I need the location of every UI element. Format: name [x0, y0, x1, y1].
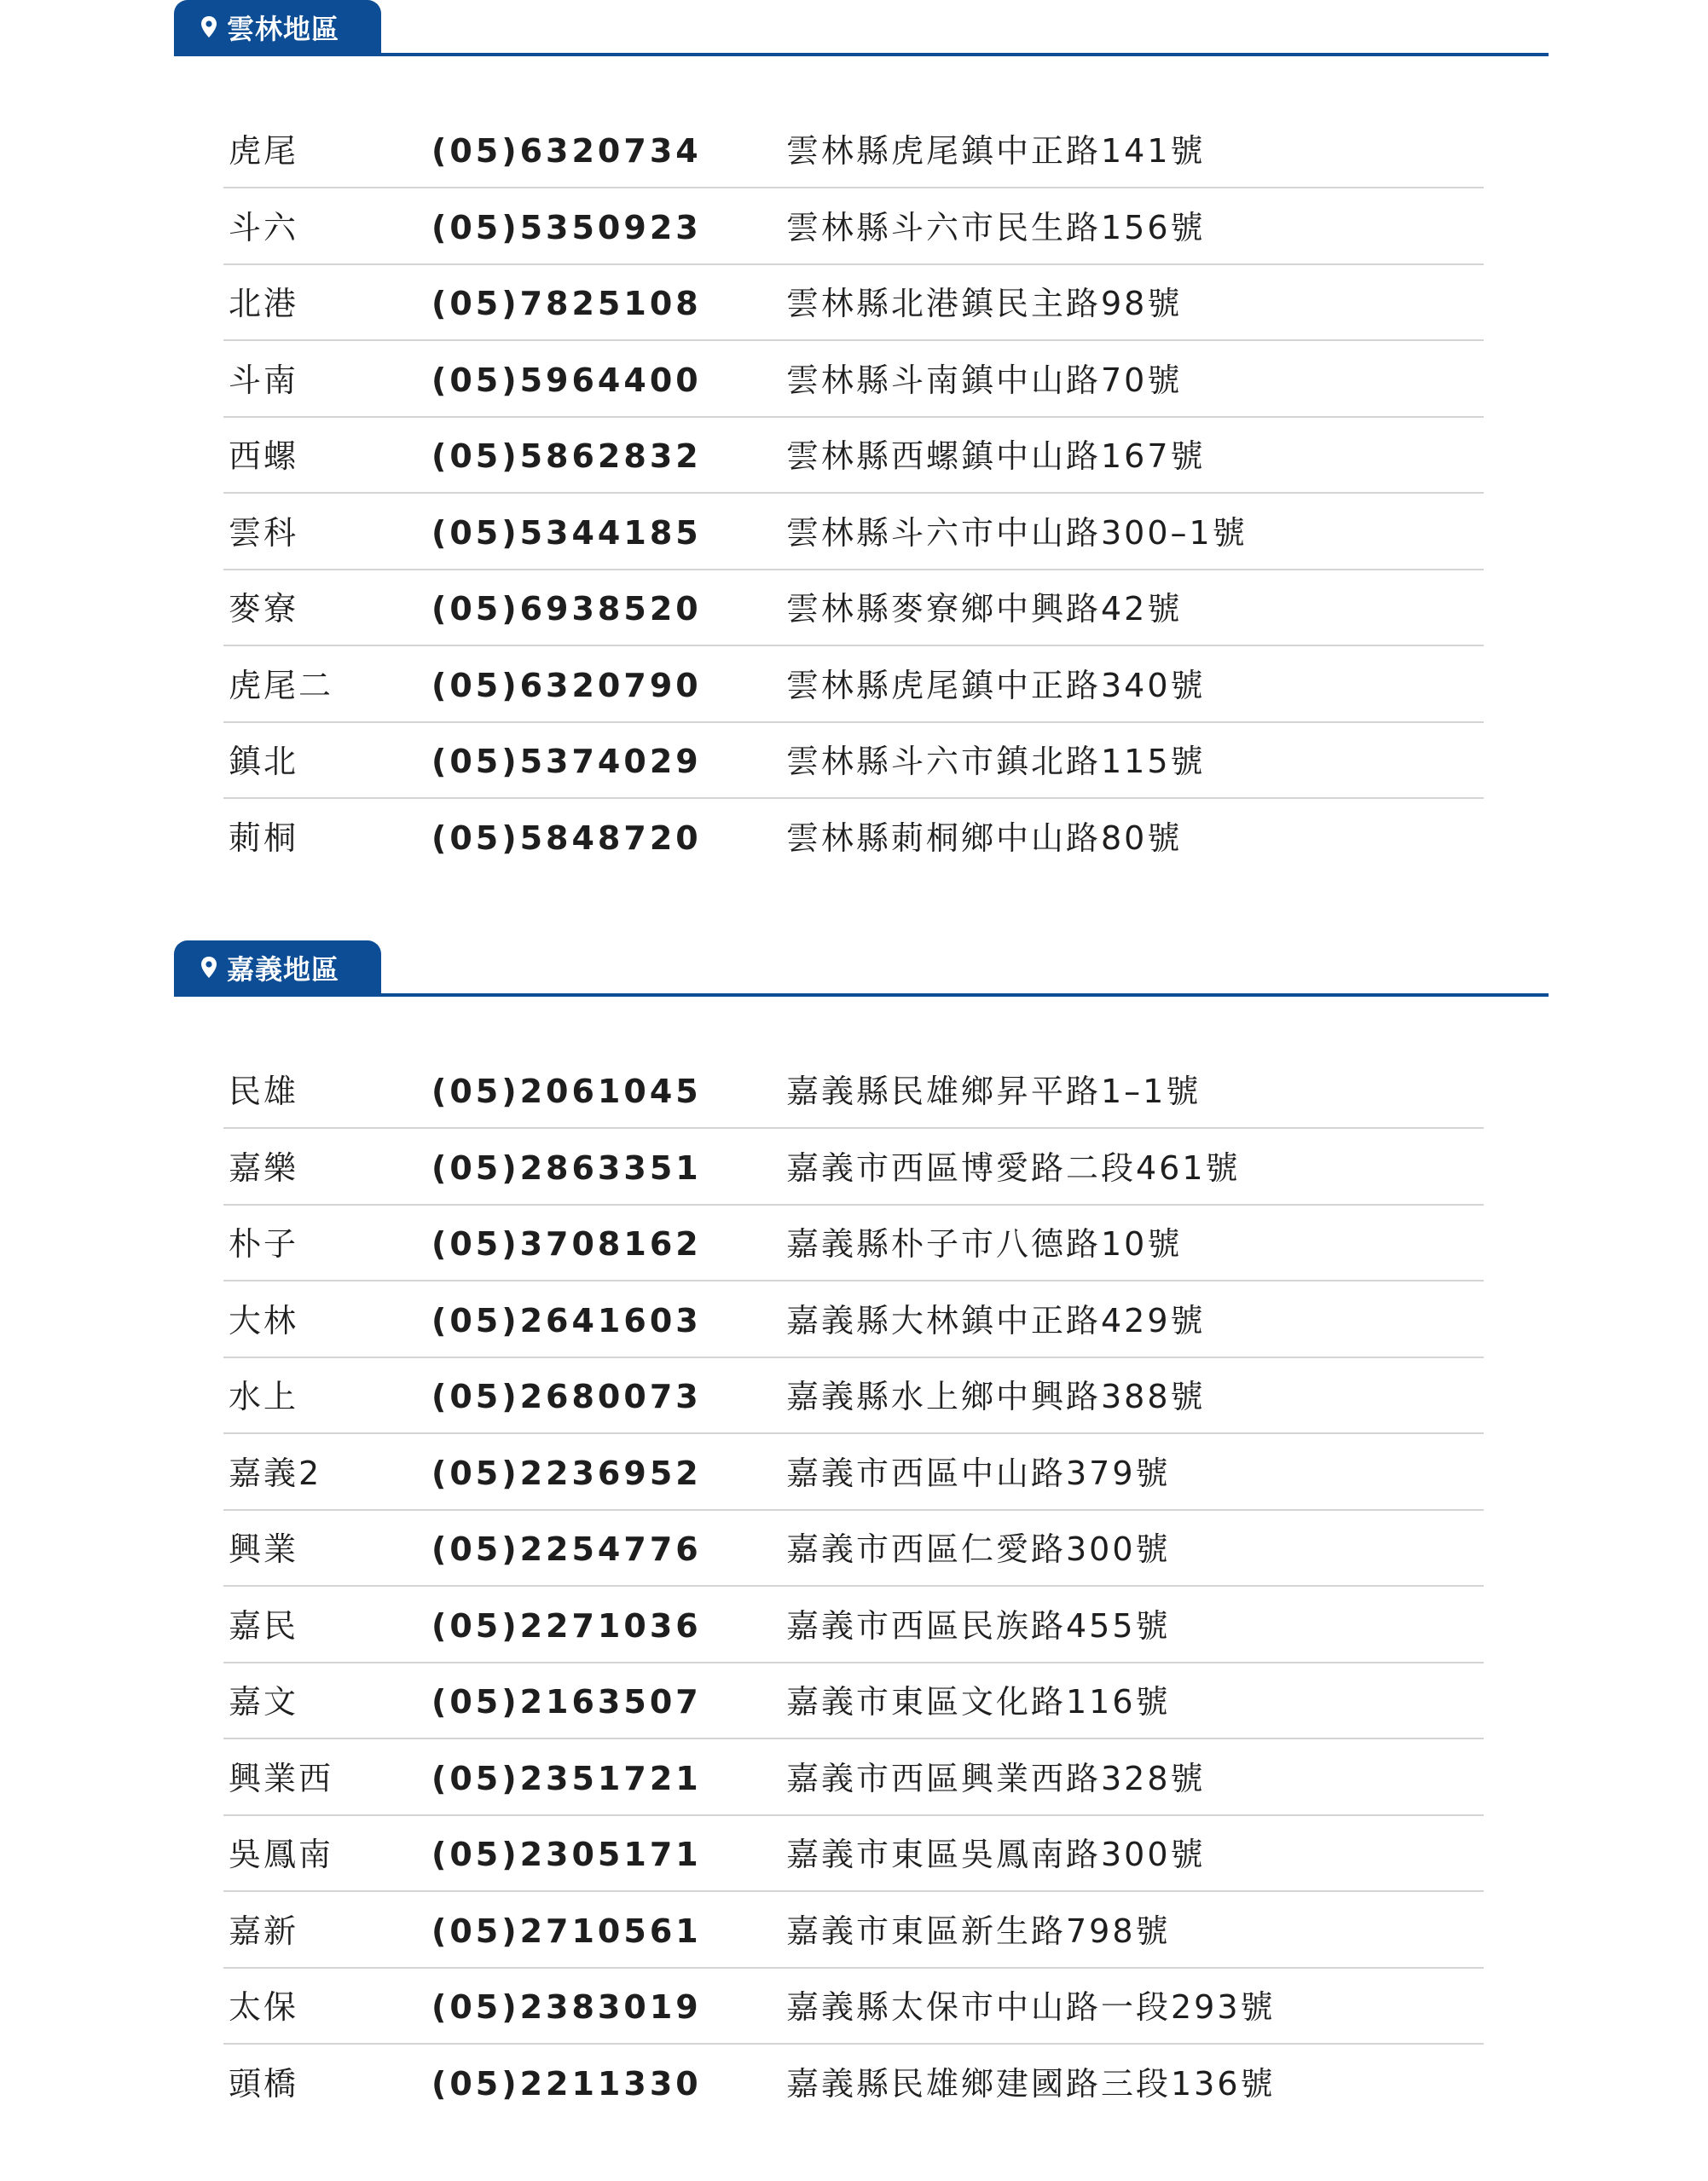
store-address: 嘉義市東區新生路798號 [786, 1912, 1171, 1950]
store-row [223, 1436, 1484, 1511]
store-address: 嘉義市西區仁愛路300號 [786, 1530, 1171, 1568]
store-name: 虎尾 [229, 132, 299, 170]
region-header [174, 0, 1549, 56]
store-row [223, 801, 1484, 876]
row-divider [223, 1890, 1484, 1892]
store-name: 嘉文 [229, 1683, 299, 1721]
store-phone: (05)2351721 [431, 1759, 702, 1797]
store-row [223, 1512, 1484, 1587]
store-phone: (05)6320790 [431, 666, 702, 704]
store-name: 虎尾二 [229, 666, 334, 704]
store-phone: (05)2254776 [431, 1530, 702, 1568]
store-address: 雲林縣虎尾鎮中正路340號 [786, 666, 1206, 704]
row-divider [223, 1280, 1484, 1281]
row-divider [223, 1967, 1484, 1969]
store-name: 大林 [229, 1301, 299, 1339]
store-address: 嘉義市東區文化路116號 [786, 1683, 1171, 1721]
store-phone: (05)2641603 [431, 1301, 702, 1339]
store-phone: (05)2383019 [431, 1988, 702, 2026]
store-phone: (05)3708162 [431, 1225, 702, 1263]
store-name: 水上 [229, 1378, 299, 1415]
store-address: 嘉義市西區興業西路328號 [786, 1759, 1206, 1797]
store-address: 嘉義縣朴子市八德路10號 [786, 1225, 1183, 1263]
store-row [223, 1206, 1484, 1281]
store-phone: (05)5374029 [431, 743, 702, 780]
row-divider [223, 569, 1484, 570]
store-address: 嘉義市西區中山路379號 [786, 1454, 1171, 1492]
region-tab [174, 0, 381, 55]
store-address: 嘉義市西區博愛路二段461號 [786, 1148, 1241, 1187]
store-row [223, 1588, 1484, 1663]
store-row [223, 1054, 1484, 1129]
row-divider [223, 1662, 1484, 1663]
store-phone: (05)2710561 [431, 1912, 702, 1950]
region-title: 嘉義地區 [227, 953, 340, 986]
location-pin-icon [200, 956, 218, 980]
store-address: 嘉義縣水上鄉中興路388號 [786, 1378, 1206, 1415]
header-rule [174, 993, 1549, 997]
region-header [174, 940, 1549, 997]
store-row [223, 266, 1484, 341]
row-divider [223, 187, 1484, 188]
store-name: 興業西 [229, 1759, 334, 1797]
store-address: 雲林縣麥寮鄉中興路42號 [786, 590, 1183, 628]
store-address: 雲林縣北港鎮民主路98號 [786, 285, 1183, 322]
store-name: 民雄 [229, 1073, 299, 1110]
store-address: 雲林縣虎尾鎮中正路141號 [786, 132, 1206, 170]
region-tab [174, 940, 381, 995]
store-name: 北港 [229, 285, 299, 322]
store-name: 斗六 [229, 208, 299, 246]
row-divider [223, 1204, 1484, 1206]
row-divider [223, 263, 1484, 265]
store-phone: (05)5964400 [431, 361, 702, 399]
store-phone: (05)5350923 [431, 208, 702, 246]
store-row [223, 1359, 1484, 1434]
store-name: 鎮北 [229, 743, 299, 780]
store-address: 雲林縣斗南鎮中山路70號 [786, 361, 1183, 399]
store-address: 嘉義市西區民族路455號 [786, 1606, 1171, 1645]
row-divider [223, 416, 1484, 418]
store-row [223, 343, 1484, 418]
store-phone: (05)2271036 [431, 1606, 702, 1645]
row-divider [223, 797, 1484, 799]
row-divider [223, 1357, 1484, 1358]
store-name: 頭橋 [229, 2064, 299, 2103]
store-address: 雲林縣斗六市中山路300–1號 [786, 513, 1248, 552]
row-divider [223, 1585, 1484, 1587]
store-row [223, 419, 1484, 494]
store-name: 嘉新 [229, 1912, 299, 1950]
store-phone: (05)5848720 [431, 819, 702, 857]
store-address: 嘉義縣太保市中山路一段293號 [786, 1988, 1276, 2026]
row-divider [223, 645, 1484, 646]
store-row [223, 1283, 1484, 1358]
store-phone: (05)2680073 [431, 1378, 702, 1415]
store-name: 雲科 [229, 513, 299, 552]
store-phone: (05)5344185 [431, 513, 702, 552]
store-name: 嘉樂 [229, 1148, 299, 1187]
store-address: 嘉義縣大林鎮中正路429號 [786, 1301, 1206, 1339]
store-row [223, 2046, 1484, 2121]
store-row [223, 1741, 1484, 1816]
store-phone: (05)2236952 [431, 1454, 702, 1492]
store-row [223, 1970, 1484, 2045]
store-phone: (05)7825108 [431, 285, 702, 322]
row-divider [223, 492, 1484, 494]
store-phone: (05)2061045 [431, 1073, 702, 1110]
store-name: 太保 [229, 1988, 299, 2026]
store-name: 嘉民 [229, 1606, 299, 1645]
store-row [223, 1817, 1484, 1892]
store-row [223, 571, 1484, 646]
region-title: 雲林地區 [227, 13, 340, 45]
store-address: 嘉義縣民雄鄉昇平路1–1號 [786, 1073, 1201, 1110]
store-name: 嘉義2 [229, 1454, 322, 1492]
store-phone: (05)2163507 [431, 1683, 702, 1721]
store-row [223, 190, 1484, 265]
store-name: 莿桐 [229, 819, 299, 857]
row-divider [223, 1814, 1484, 1816]
store-name: 麥寮 [229, 590, 299, 628]
store-address: 嘉義市東區吳鳳南路300號 [786, 1836, 1206, 1873]
row-divider [223, 1127, 1484, 1129]
store-row [223, 648, 1484, 723]
store-address: 雲林縣西螺鎮中山路167號 [786, 437, 1206, 475]
store-address: 雲林縣斗六市民生路156號 [786, 208, 1206, 246]
store-phone: (05)5862832 [431, 437, 702, 475]
store-address: 雲林縣莿桐鄉中山路80號 [786, 819, 1183, 857]
row-divider [223, 1432, 1484, 1434]
store-name: 朴子 [229, 1225, 299, 1263]
header-rule [174, 53, 1549, 56]
store-row [223, 1664, 1484, 1739]
store-row [223, 1894, 1484, 1969]
store-name: 斗南 [229, 361, 299, 399]
store-phone: (05)2863351 [431, 1148, 702, 1187]
store-phone: (05)6320734 [431, 132, 702, 170]
store-row [223, 113, 1484, 188]
row-divider [223, 721, 1484, 723]
store-address: 雲林縣斗六市鎮北路115號 [786, 743, 1206, 780]
row-divider [223, 339, 1484, 341]
row-divider [223, 1509, 1484, 1511]
store-row [223, 724, 1484, 799]
location-pin-icon [200, 15, 218, 39]
store-row [223, 495, 1484, 570]
store-address: 嘉義縣民雄鄉建國路三段136號 [786, 2064, 1276, 2103]
store-phone: (05)2211330 [431, 2064, 702, 2103]
store-row [223, 1131, 1484, 1206]
store-phone: (05)6938520 [431, 590, 702, 628]
store-phone: (05)2305171 [431, 1836, 702, 1873]
store-name: 吳鳳南 [229, 1836, 334, 1873]
row-divider [223, 1738, 1484, 1739]
store-name: 西螺 [229, 437, 299, 475]
row-divider [223, 2043, 1484, 2045]
store-name: 興業 [229, 1530, 299, 1568]
